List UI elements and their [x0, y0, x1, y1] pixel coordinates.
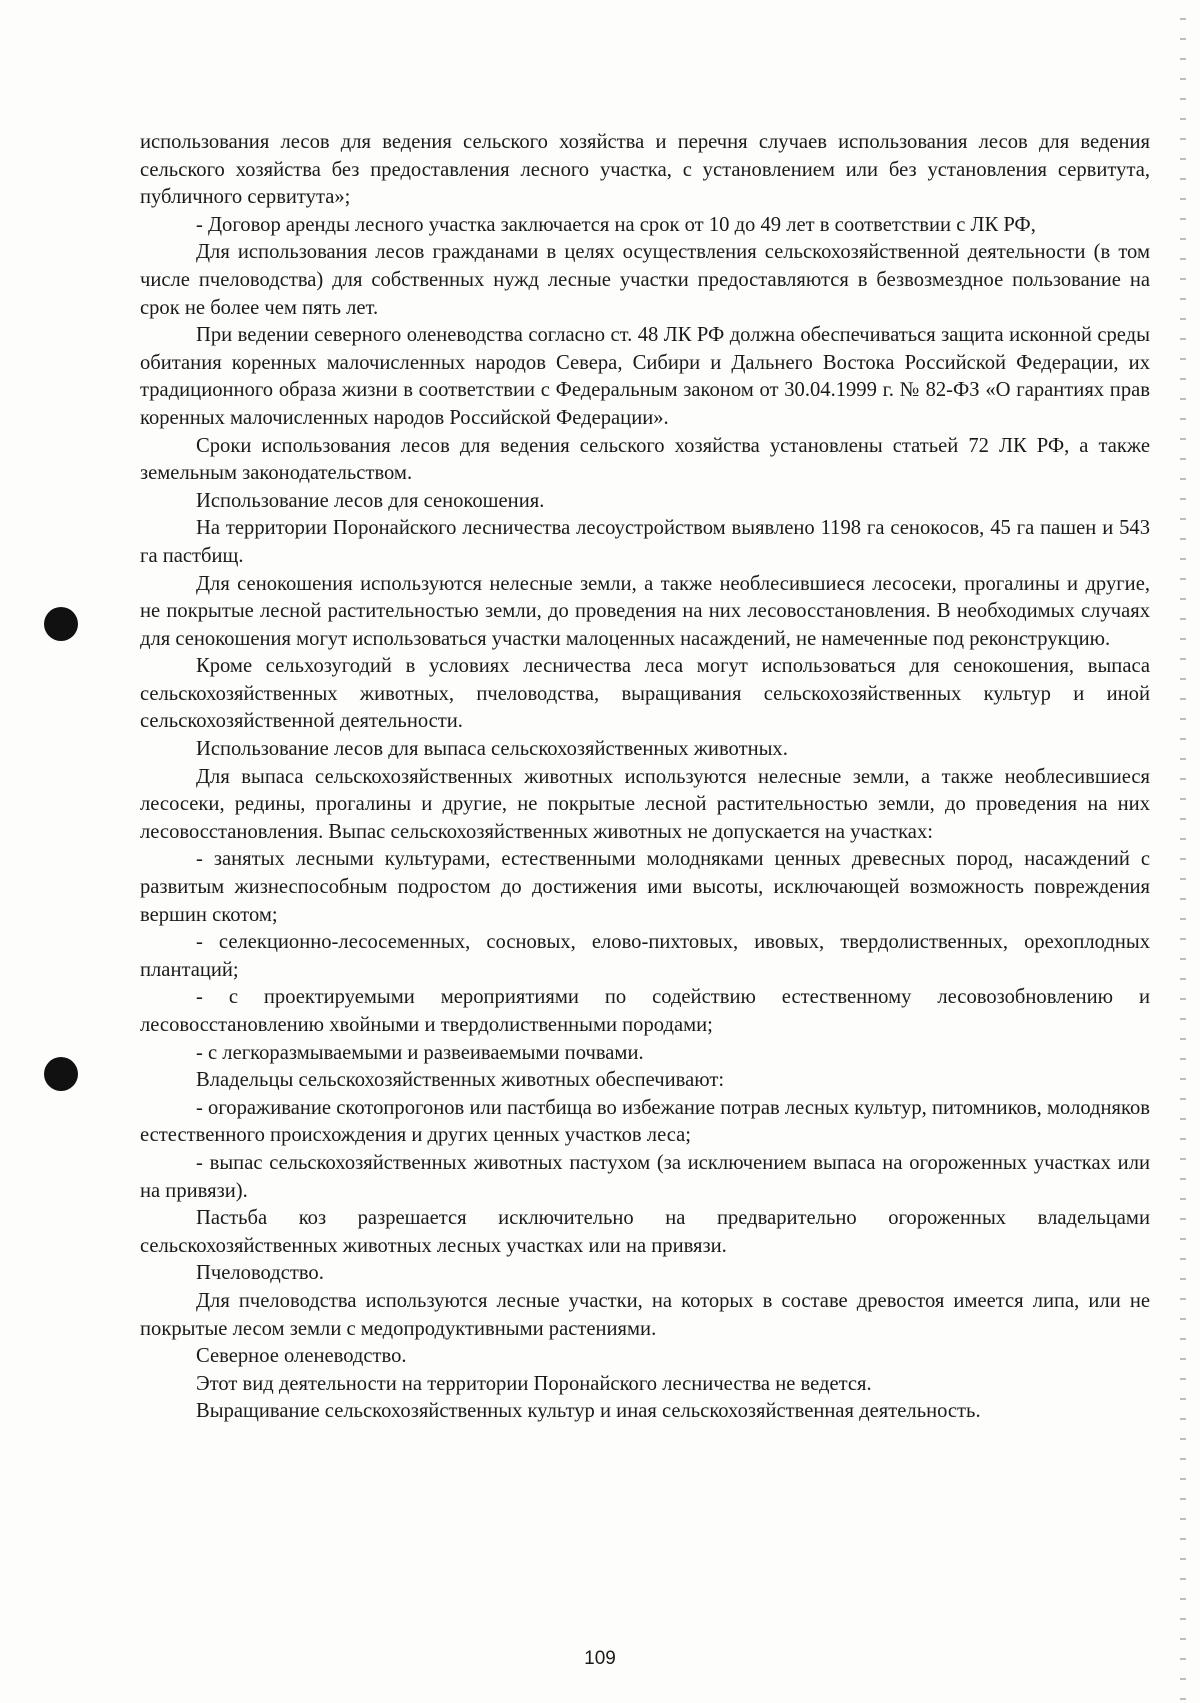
list-item: - с проектируемыми мероприятиями по содействию естественному лесовозобновлению и лесовосстановлению хвойными и твердолиственными породами; [140, 986, 1150, 1036]
paragraph: Для пчеловодства используются лесные участки, на которых в составе древостоя имеется липа, или не покрытые лесом земли с медопродуктивными растениями. [140, 1289, 1150, 1340]
section-heading: Северное оленеводство. [196, 1345, 407, 1368]
paragraph: Сроки использования лесов для ведения сельского хозяйства установлены статьей 72 ЛК РФ, а также земельным законодательством. [140, 434, 1150, 485]
section-heading: Использование лесов для сенокошения. [196, 489, 545, 512]
page-number: 109 [584, 1648, 616, 1669]
paragraph: Кроме сельхозугодий в условиях лесничества леса могут использоваться для сенокошения, выпаса сельскохозяйственных животных, пчеловодства, выращивания сельскохозяйственных культур и иной сельскохозяйственной деятельности. [140, 655, 1150, 733]
paragraph: На территории Поронайского лесничества лесоустройством выявлено 1198 га сенокосов, 45 га пашен и 543 га пастбищ. [140, 517, 1150, 567]
paragraph: Владельцы сельскохозяйственных животных обеспечивают: [196, 1069, 725, 1092]
punch-hole-mark [44, 607, 78, 641]
paragraph: Для выпаса сельскохозяйственных животных используются нелесные земли, а также необлесившиеся лесосеки, редины, прогалины и другие, не покрытые лесной растительностью земли, до проведения на них лесовосстановления. Выпас сельскохозяйственных животных не допускается на участках: [140, 765, 1150, 843]
scan-edge-artifact [1180, 0, 1186, 1703]
paragraph: использования лесов для ведения сельского хозяйства и перечня случаев использования лесов для ведения сельского хозяйства без предоставления лесного участка, с установлением или без установления сервитута, публичного сервитута»; [140, 131, 1150, 209]
list-item: - с легкоразмываемыми и развеиваемыми почвами. [196, 1041, 644, 1064]
paragraph: Для использования лесов гражданами в целях осуществления сельскохозяйственной деятельности (в том числе пчеловодства) для собственных нужд лесные участки предоставляются в безвозмездное пользование на срок не более чем пять лет. [140, 241, 1150, 319]
body-text [140, 129, 1150, 1426]
list-item: - огораживание скотопрогонов или пастбища во избежание потрав лесных культур, питомников, молодняков естественного происхождения и других ценных участков леса; [140, 1096, 1150, 1147]
section-heading: Пчеловодство. [196, 1262, 324, 1285]
list-item: - селекционно-лесосеменных, сосновых, елово-пихтовых, ивовых, твердолиственных, орехоплодных плантаций; [140, 931, 1150, 981]
section-heading: Выращивание сельскохозяйственных культур и иная сельскохозяйственная деятельность. [196, 1400, 981, 1423]
list-item: - выпас сельскохозяйственных животных пастухом (за исключением выпаса на огороженных участках или на привязи). [140, 1151, 1150, 1202]
section-heading: Использование лесов для выпаса сельскохозяйственных животных. [196, 738, 788, 761]
paragraph: Этот вид деятельности на территории Поронайского лесничества не ведется. [196, 1372, 872, 1395]
punch-hole-mark [44, 1057, 78, 1091]
paragraph: При ведении северного оленеводства согласно ст. 48 ЛК РФ должна обеспечиваться защита исконной среды обитания коренных малочисленных народов Севера, Сибири и Дальнего Востока Российской Федерации, их традиционного образа жизни в соответствии с Федеральным законом от 30.04.1999 г. № 82-ФЗ «О гарантиях прав коренных малочисленных народов Российской Федерации». [140, 324, 1150, 429]
paragraph: Пастьба коз разрешается исключительно на предварительно огороженных владельцами сельскохозяйственных животных лесных участках или на привязи. [140, 1207, 1150, 1257]
list-item: - занятых лесными культурами, естественными молодняками ценных древесных пород, насаждений с развитым жизнеспособным подростом до достижения ими высоты, исключающей возможность повреждения вершин скотом; [140, 848, 1150, 926]
paragraph: - Договор аренды лесного участка заключается на срок от 10 до 49 лет в соответствии с ЛК РФ, [196, 213, 1036, 236]
paragraph: Для сенокошения используются нелесные земли, а также необлесившиеся лесосеки, прогалины и другие, не покрытые лесной растительностью земли, до проведения на них лесовосстановления. В необходимых случаях для сенокошения могут использоваться участки малоценных насаждений, не намеченные под реконструкцию. [140, 572, 1150, 650]
